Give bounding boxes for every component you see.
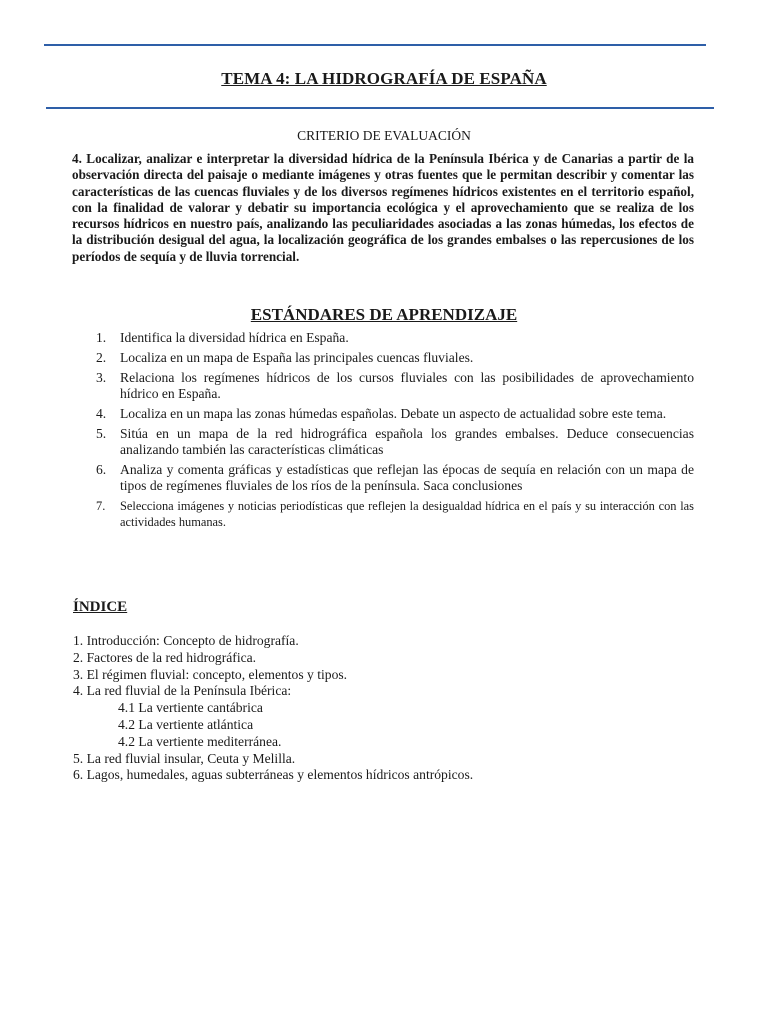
estandar-item: [96, 370, 694, 402]
estandar-number: 3.: [96, 370, 107, 385]
indice-item: 3. El régimen fluvial: concepto, elementos y tipos.: [73, 666, 348, 682]
top-rule: [44, 44, 706, 46]
estandar-number: 4.: [96, 406, 107, 421]
estandar-text: Analiza y comenta gráficas y estadísticas que reflejan las épocas de sequía en relación con un mapa de tipos de regímenes fluviales de los ríos de la península. Saca conclusiones: [120, 462, 694, 493]
indice-subitem: 4.1 La vertiente cantábrica: [118, 700, 263, 716]
indice-item: 5. La red fluvial insular, Ceuta y Melilla.: [73, 750, 296, 766]
estandar-text: Localiza en un mapa las zonas húmedas españolas. Debate un aspecto de actualidad sobre este tema.: [120, 406, 667, 421]
estandar-item: [96, 406, 694, 422]
indice-item: 4. La red fluvial de la Península Ibérica:: [73, 683, 292, 699]
estandares-list: [96, 330, 694, 534]
estandar-item: [96, 426, 694, 458]
estandar-text: Selecciona imágenes y noticias periodísticas que reflejen la desigualdad hídrica en el país y su interacción con las actividades humanas.: [120, 499, 694, 529]
indice-item: 2. Factores de la red hidrográfica.: [73, 649, 257, 665]
indice-subitem: 4.2 La vertiente mediterránea.: [118, 733, 282, 749]
indice-item: 6. Lagos, humedales, aguas subterráneas y elementos hídricos antrópicos.: [73, 767, 474, 783]
estandar-number: 1.: [96, 330, 107, 345]
estandar-item: [96, 498, 694, 530]
indice-heading: ÍNDICE: [73, 599, 128, 615]
indice-list: [73, 633, 713, 784]
estandar-item: [96, 330, 694, 346]
estandares-heading: ESTÁNDARES DE APRENDIZAJE: [250, 305, 518, 324]
document-title: TEMA 4: LA HIDROGRAFÍA DE ESPAÑA: [221, 69, 547, 88]
title-rule: [46, 107, 714, 109]
estandar-number: 2.: [96, 350, 107, 365]
estandar-number: 5.: [96, 426, 107, 441]
estandar-text: Localiza en un mapa de España las principales cuencas fluviales.: [120, 350, 474, 365]
estandar-item: [96, 462, 694, 494]
estandar-text: Relaciona los regímenes hídricos de los cursos fluviales con las posibilidades de aprovechamiento hídrico en España.: [120, 370, 694, 401]
estandar-number: 6.: [96, 462, 107, 477]
estandar-text: Identifica la diversidad hídrica en España.: [120, 330, 349, 345]
criterio-heading: CRITERIO DE EVALUACIÓN: [297, 128, 471, 143]
indice-item: 1. Introducción: Concepto de hidrografía.: [73, 633, 299, 648]
criterio-text: 4. Localizar, analizar e interpretar la diversidad hídrica de la Península Ibérica y de Canarias a partir de la observación directa del paisaje o mediante imágenes y otras fuentes que le permitan describir y comentar las características de las cuencas fluviales y de los diversos regímenes hídricos existentes en el territorio español, con la finalidad de valorar y debatir su importancia ecológica y el aprovechamiento que se realiza de los recursos hídricos en nuestro país, analizando las peculiaridades asociadas a las zonas húmedas, los efectos de la distribución desigual del agua, la localización geográfica de los grandes embalses o las repercusiones de los períodos de sequía y de lluvia torrencial.: [72, 151, 694, 264]
estandar-text: Sitúa en un mapa de la red hidrográfica española los grandes embalses. Deduce consecuencias analizando también las características climáticas: [120, 426, 694, 457]
indice-subitem: 4.2 La vertiente atlántica: [118, 716, 254, 732]
estandar-item: [96, 350, 694, 366]
estandar-number: 7.: [96, 499, 106, 513]
